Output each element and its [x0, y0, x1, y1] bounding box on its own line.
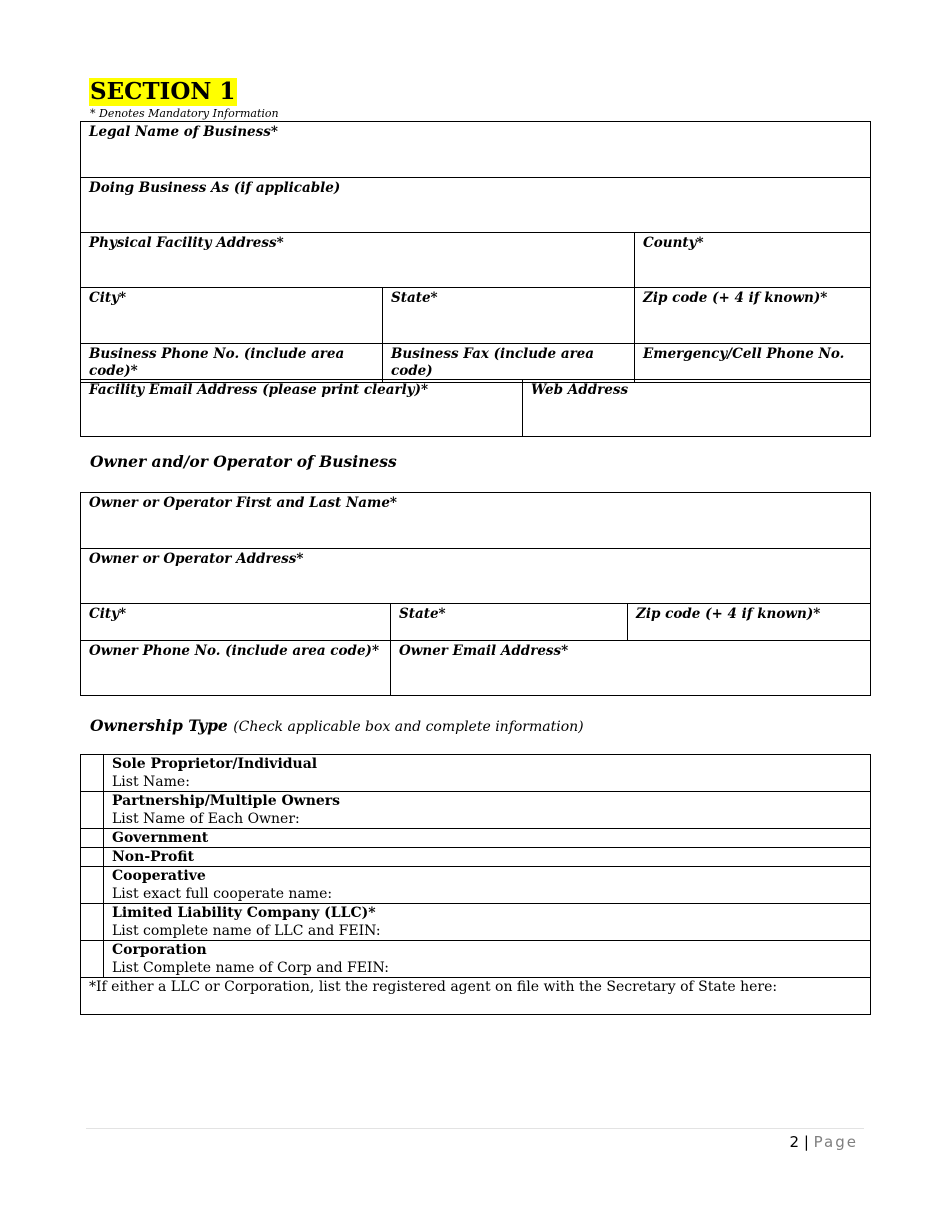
ownership-type-heading	[90, 716, 584, 737]
option-sublabel: List exact full cooperate name:	[112, 886, 333, 902]
owner-state-field[interactable]	[391, 604, 628, 641]
page-number: 2	[789, 1133, 800, 1151]
checkbox-llc[interactable]	[81, 904, 104, 941]
option-sublabel: List Complete name of Corp and FEIN:	[112, 960, 389, 976]
option-label: Limited Liability Company (LLC)*	[112, 905, 376, 921]
option-sublabel: List Name:	[112, 774, 190, 790]
business-info-table	[80, 121, 871, 383]
option-llc[interactable]	[104, 904, 871, 941]
legal-name-field[interactable]	[81, 122, 871, 178]
owner-name-label: Owner or Operator First and Last Name*	[89, 495, 397, 511]
web-address-field[interactable]	[523, 380, 871, 437]
owner-city-field[interactable]	[81, 604, 391, 641]
web-address-label: Web Address	[531, 382, 629, 398]
facility-email-label: Facility Email Address (please print clearly)*	[89, 382, 429, 398]
business-phone-label: Business Phone No. (include area code)*	[89, 346, 345, 379]
business-state-label: State*	[391, 290, 438, 306]
business-zip-field[interactable]	[635, 288, 871, 344]
option-corporation[interactable]	[104, 941, 871, 978]
business-state-field[interactable]	[383, 288, 635, 344]
checkbox-corporation[interactable]	[81, 941, 104, 978]
business-fax-label: Business Fax (include area code)	[391, 346, 595, 379]
checkbox-sole-proprietor[interactable]	[81, 755, 104, 792]
owner-city-label: City*	[89, 606, 127, 622]
option-non-profit[interactable]	[104, 848, 871, 867]
option-sublabel: List complete name of LLC and FEIN:	[112, 923, 381, 939]
county-field[interactable]	[635, 233, 871, 288]
legal-name-label: Legal Name of Business*	[89, 124, 278, 140]
checkbox-non-profit[interactable]	[81, 848, 104, 867]
owner-address-label: Owner or Operator Address*	[89, 551, 304, 567]
owner-email-label: Owner Email Address*	[399, 643, 569, 659]
owner-heading: Owner and/or Operator of Business	[90, 452, 397, 471]
ownership-type-title: Ownership Type	[90, 716, 228, 735]
page-footer	[790, 1132, 859, 1152]
physical-address-label: Physical Facility Address*	[89, 235, 284, 251]
option-government[interactable]	[104, 829, 871, 848]
option-partnership[interactable]	[104, 792, 871, 829]
business-fax-field[interactable]	[383, 344, 635, 383]
business-city-label: City*	[89, 290, 127, 306]
business-contact-table	[80, 379, 871, 437]
checkbox-partnership[interactable]	[81, 792, 104, 829]
option-label: Partnership/Multiple Owners	[112, 793, 341, 809]
owner-email-field[interactable]	[391, 641, 871, 696]
facility-email-field[interactable]	[81, 380, 523, 437]
owner-address-field[interactable]	[81, 549, 871, 604]
emergency-phone-field[interactable]	[635, 344, 871, 383]
registered-agent-field[interactable]	[81, 978, 871, 1015]
physical-address-field[interactable]	[81, 233, 635, 288]
mandatory-note: * Denotes Mandatory Information	[90, 107, 279, 120]
owner-state-label: State*	[399, 606, 446, 622]
option-label: Cooperative	[112, 868, 206, 884]
option-sublabel: List Name of Each Owner:	[112, 811, 300, 827]
owner-zip-label: Zip code (+ 4 if known)*	[636, 606, 821, 622]
business-phone-field[interactable]	[81, 344, 383, 383]
checkbox-cooperative[interactable]	[81, 867, 104, 904]
option-label: Corporation	[112, 942, 207, 958]
emergency-phone-label: Emergency/Cell Phone No.	[643, 346, 845, 362]
ownership-type-table	[80, 754, 871, 1015]
option-label: Non-Profit	[112, 849, 195, 865]
footer-divider	[86, 1128, 864, 1129]
option-label: Government	[112, 830, 209, 846]
registered-agent-label: *If either a LLC or Corporation, list the registered agent on file with the Secretary of State here:	[89, 979, 778, 995]
page-label: Page	[813, 1133, 858, 1151]
owner-zip-field[interactable]	[628, 604, 871, 641]
business-city-field[interactable]	[81, 288, 383, 344]
option-cooperative[interactable]	[104, 867, 871, 904]
owner-name-field[interactable]	[81, 493, 871, 549]
option-sole-proprietor[interactable]	[104, 755, 871, 792]
section-title: SECTION 1	[90, 78, 236, 105]
owner-phone-label: Owner Phone No. (include area code)*	[89, 643, 379, 659]
footer-separator: |	[803, 1133, 809, 1151]
ownership-type-note: (Check applicable box and complete information)	[233, 719, 584, 735]
business-zip-label: Zip code (+ 4 if known)*	[643, 290, 828, 306]
dba-label: Doing Business As (if applicable)	[89, 180, 341, 196]
option-label: Sole Proprietor/Individual	[112, 756, 318, 772]
checkbox-government[interactable]	[81, 829, 104, 848]
dba-field[interactable]	[81, 178, 871, 233]
county-label: County*	[643, 235, 704, 251]
owner-phone-field[interactable]	[81, 641, 391, 696]
owner-info-table	[80, 492, 871, 696]
